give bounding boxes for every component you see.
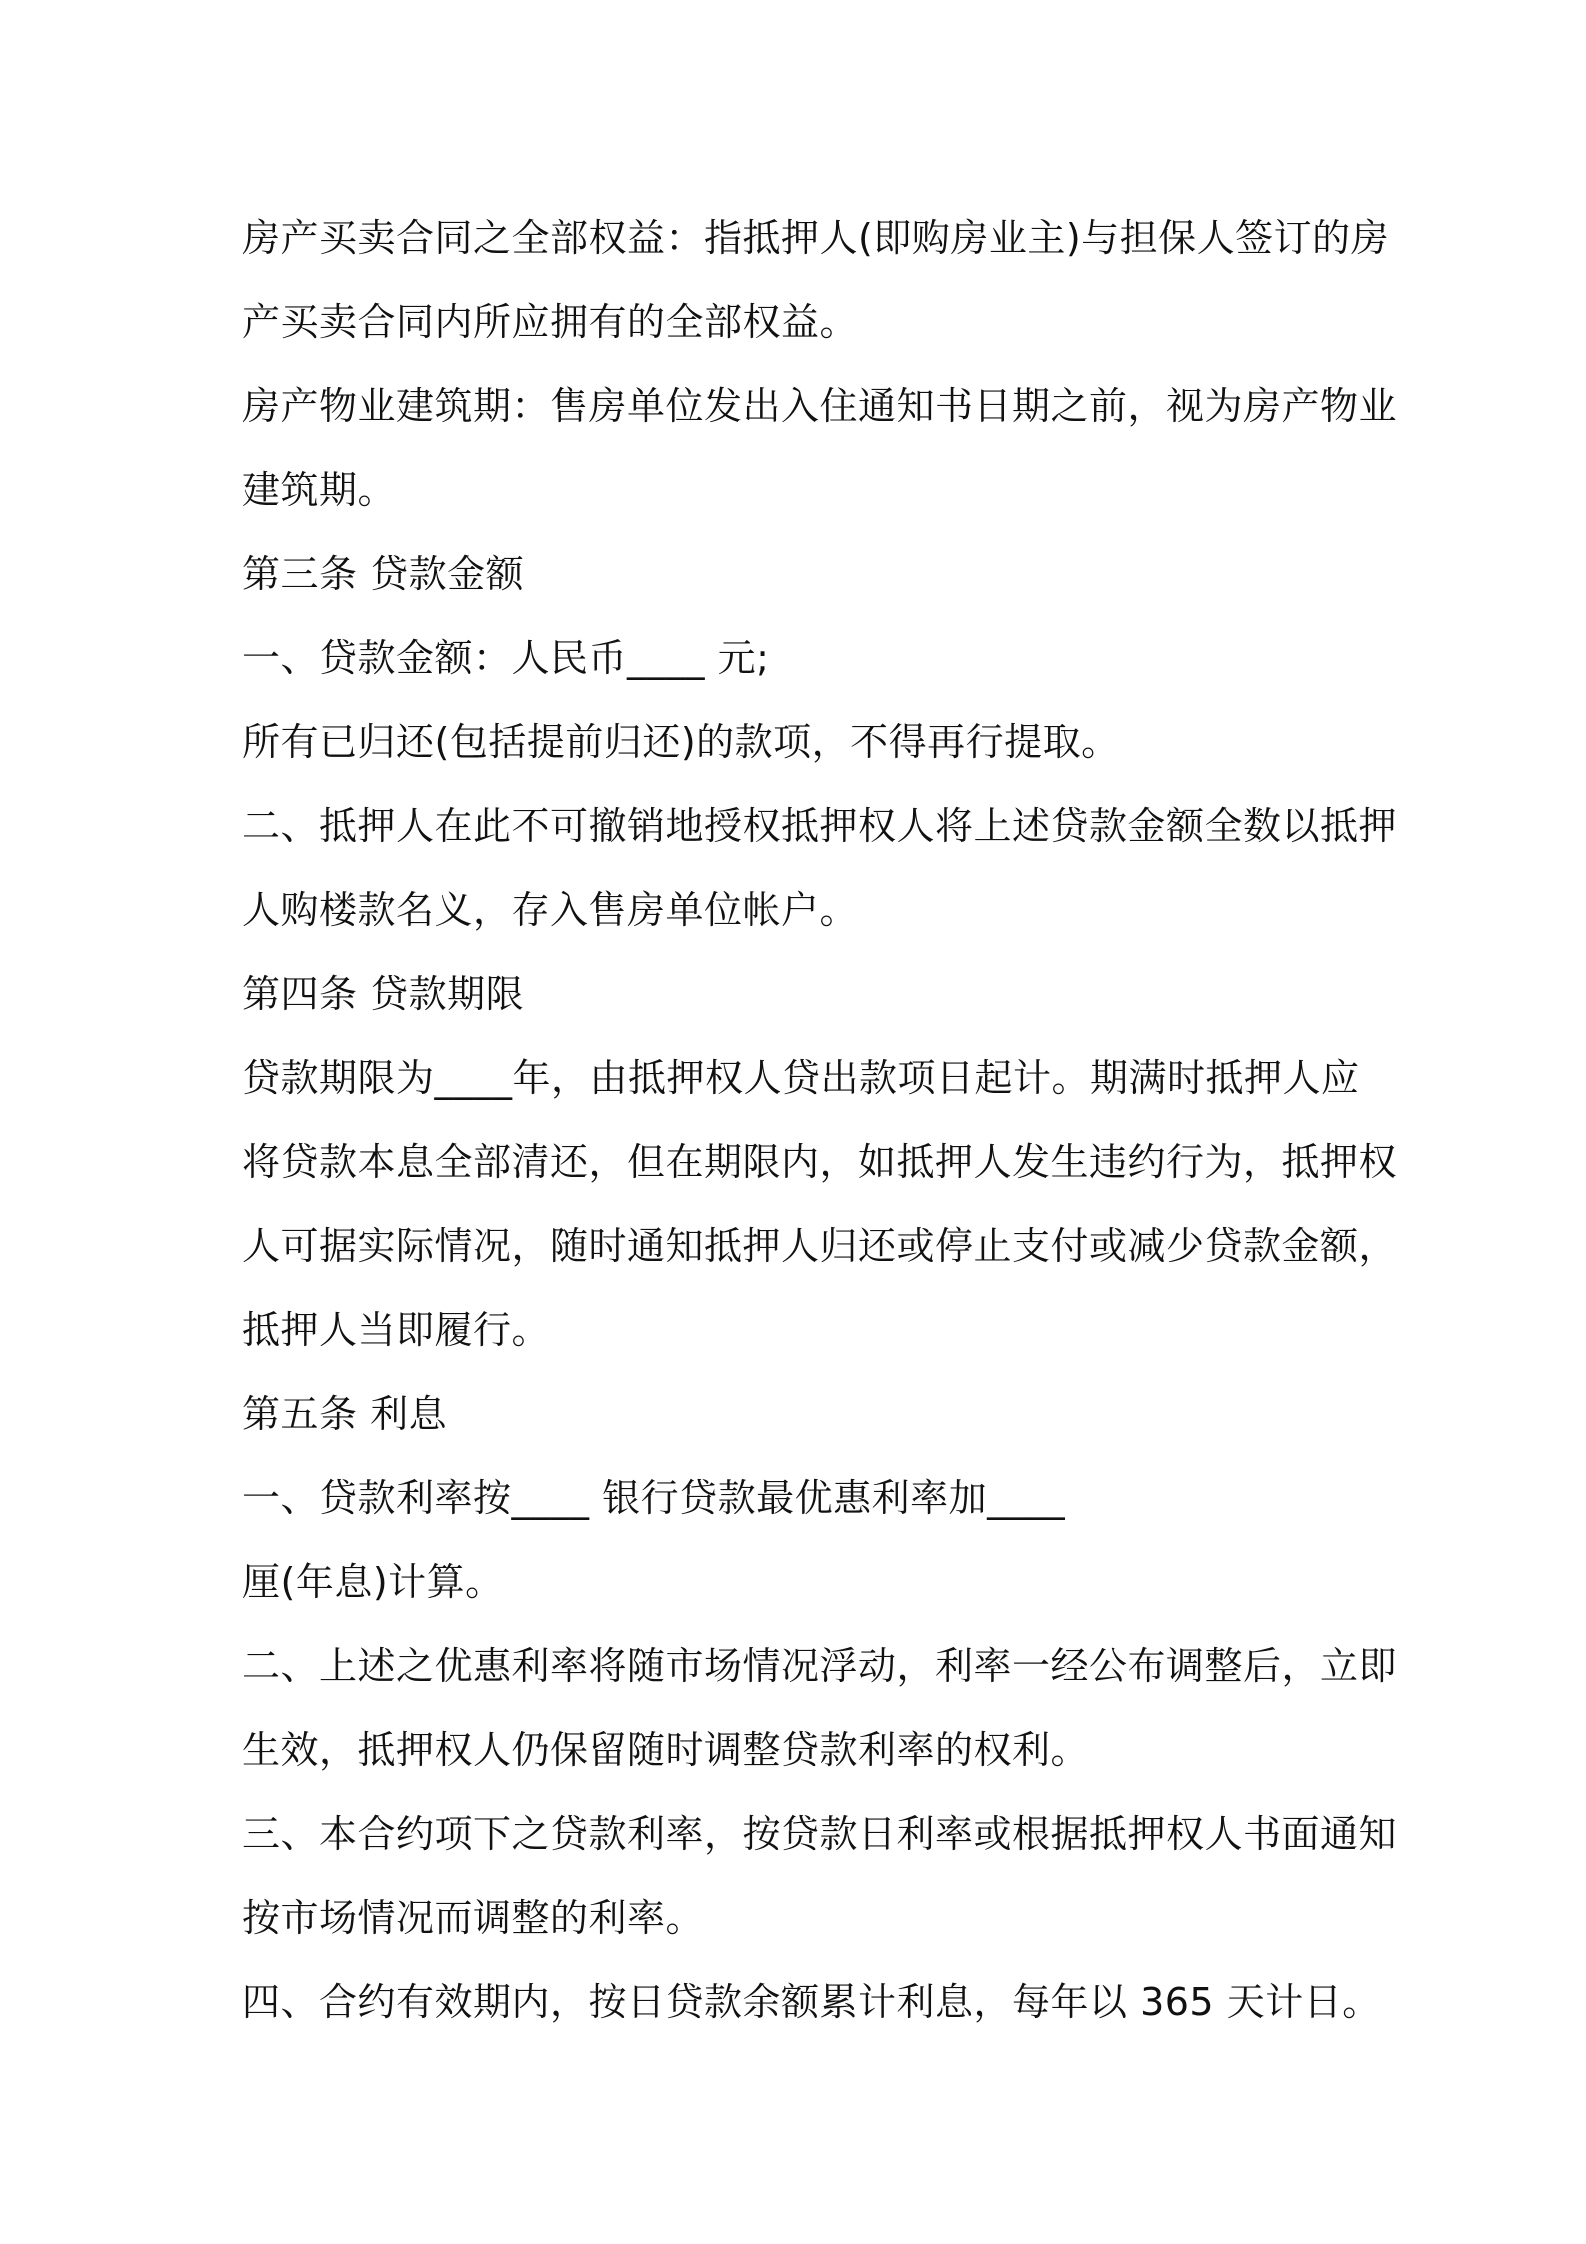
text-line: 抵押人当即履行。 [242, 1308, 551, 1352]
text-line: 四、合约有效期内，按日贷款余额累计利息，每年以 365 天计日。 [242, 1980, 1381, 2024]
text-line: 房产物业建筑期：售房单位发出入住通知书日期之前，视为房产物业 [242, 384, 1398, 428]
text-line: 贷款期限为____年，由抵押权人贷出款项日起计。期满时抵押人应 [242, 1056, 1360, 1100]
text-line: 一、贷款金额：人民币____ 元; [242, 636, 770, 680]
text-line: 厘(年息)计算。 [242, 1560, 504, 1604]
text-line: 所有已归还(包括提前归还)的款项，不得再行提取。 [242, 720, 1120, 764]
text-line: 二、抵押人在此不可撤销地授权抵押权人将上述贷款金额全数以抵押 [242, 804, 1398, 848]
text-line: 生效，抵押权人仍保留随时调整贷款利率的权利。 [242, 1728, 1090, 1772]
text-line: 人可据实际情况，随时通知抵押人归还或停止支付或减少贷款金额， [242, 1224, 1398, 1268]
text-line: 二、上述之优惠利率将随市场情况浮动，利率一经公布调整后，立即 [242, 1644, 1398, 1688]
text-line: 房产买卖合同之全部权益：指抵押人(即购房业主)与担保人签订的房 [242, 216, 1390, 260]
text-line: 人购楼款名义，存入售房单位帐户。 [242, 888, 859, 932]
section-heading: 第五条 利息 [242, 1392, 448, 1436]
section-heading: 第三条 贷款金额 [242, 552, 525, 596]
text-line: 一、贷款利率按____ 银行贷款最优惠利率加____ [242, 1476, 1066, 1520]
text-line: 三、本合约项下之贷款利率，按贷款日利率或根据抵押权人书面通知 [242, 1812, 1398, 1856]
text-line: 建筑期。 [242, 468, 397, 512]
text-line: 产买卖合同内所应拥有的全部权益。 [242, 300, 859, 344]
document-body [242, 196, 1398, 2044]
text-line: 将贷款本息全部清还，但在期限内，如抵押人发生违约行为，抵押权 [242, 1140, 1398, 1184]
section-heading: 第四条 贷款期限 [242, 972, 525, 1016]
text-line: 按市场情况而调整的利率。 [242, 1896, 705, 1940]
